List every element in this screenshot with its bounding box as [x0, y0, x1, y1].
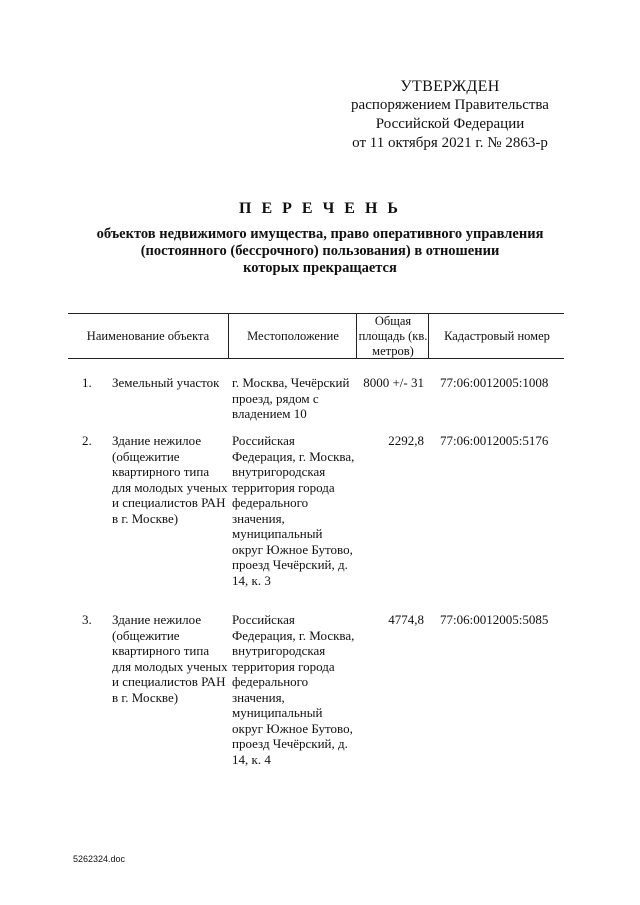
table-header	[68, 313, 564, 359]
approval-line-3: от 11 октября 2021 г. № 2863-р	[352, 135, 548, 151]
subtitle-line-3: которых прекращается	[243, 260, 397, 276]
object-area: 4774,8	[388, 612, 424, 627]
objects-table	[68, 313, 564, 767]
approval-line-2: Российской Федерации	[375, 116, 525, 132]
approval-line-1: распоряжением Правительства	[351, 97, 549, 113]
object-location: г. Москва, Чечёрский проезд, рядом с владением 10	[232, 375, 350, 421]
subtitle-line-1: объектов недвижимого имущества, право оперативного управления	[96, 226, 544, 242]
column-header-cadastral: Кадастровый номер	[428, 314, 565, 358]
row-number: 3.	[82, 612, 92, 627]
object-area: 2292,8	[388, 433, 424, 448]
column-header-name: Наименование объекта	[86, 328, 210, 343]
file-reference: 5262324.doc	[73, 854, 126, 864]
column-header-area: Общая площадь (кв. метров)	[356, 314, 429, 358]
object-name: Здание нежилое (общежитие квартирного типа для молодых ученых и специалистов РАН в г. Москве)	[112, 612, 228, 705]
object-name: Здание нежилое (общежитие квартирного типа для молодых ученых и специалистов РАН в г. Москве)	[112, 433, 228, 526]
column-header-location: Местоположение	[228, 314, 357, 358]
object-cadastral-number: 77:06:0012005:5085	[440, 612, 549, 627]
object-location: Российская Федерация, г. Москва, внутригородская территория города федерального значения, муниципальный округ Южное Бутово, проезд Чечёрский, д. 14, к. 4	[232, 612, 355, 767]
approval-block	[330, 77, 570, 153]
document-title: П Е Р Е Ч Е Н Ь	[239, 200, 401, 217]
document-subtitle	[70, 226, 570, 277]
subtitle-line-2: (постоянного (бессрочного) пользования) в отношении	[140, 243, 500, 259]
object-area: 8000 +/- 31	[363, 375, 424, 390]
object-cadastral-number: 77:06:0012005:5176	[440, 433, 549, 448]
object-cadastral-number: 77:06:0012005:1008	[440, 375, 549, 390]
row-number: 2.	[82, 433, 92, 448]
object-name: Земельный участок	[112, 375, 220, 390]
object-location: Российская Федерация, г. Москва, внутригородская территория города федерального значения, муниципальный округ Южное Бутово, проезд Чечёрский, д. 14, к. 3	[232, 433, 355, 588]
row-number: 1.	[82, 375, 92, 390]
approved-heading: УТВЕРЖДЕН	[400, 78, 500, 95]
